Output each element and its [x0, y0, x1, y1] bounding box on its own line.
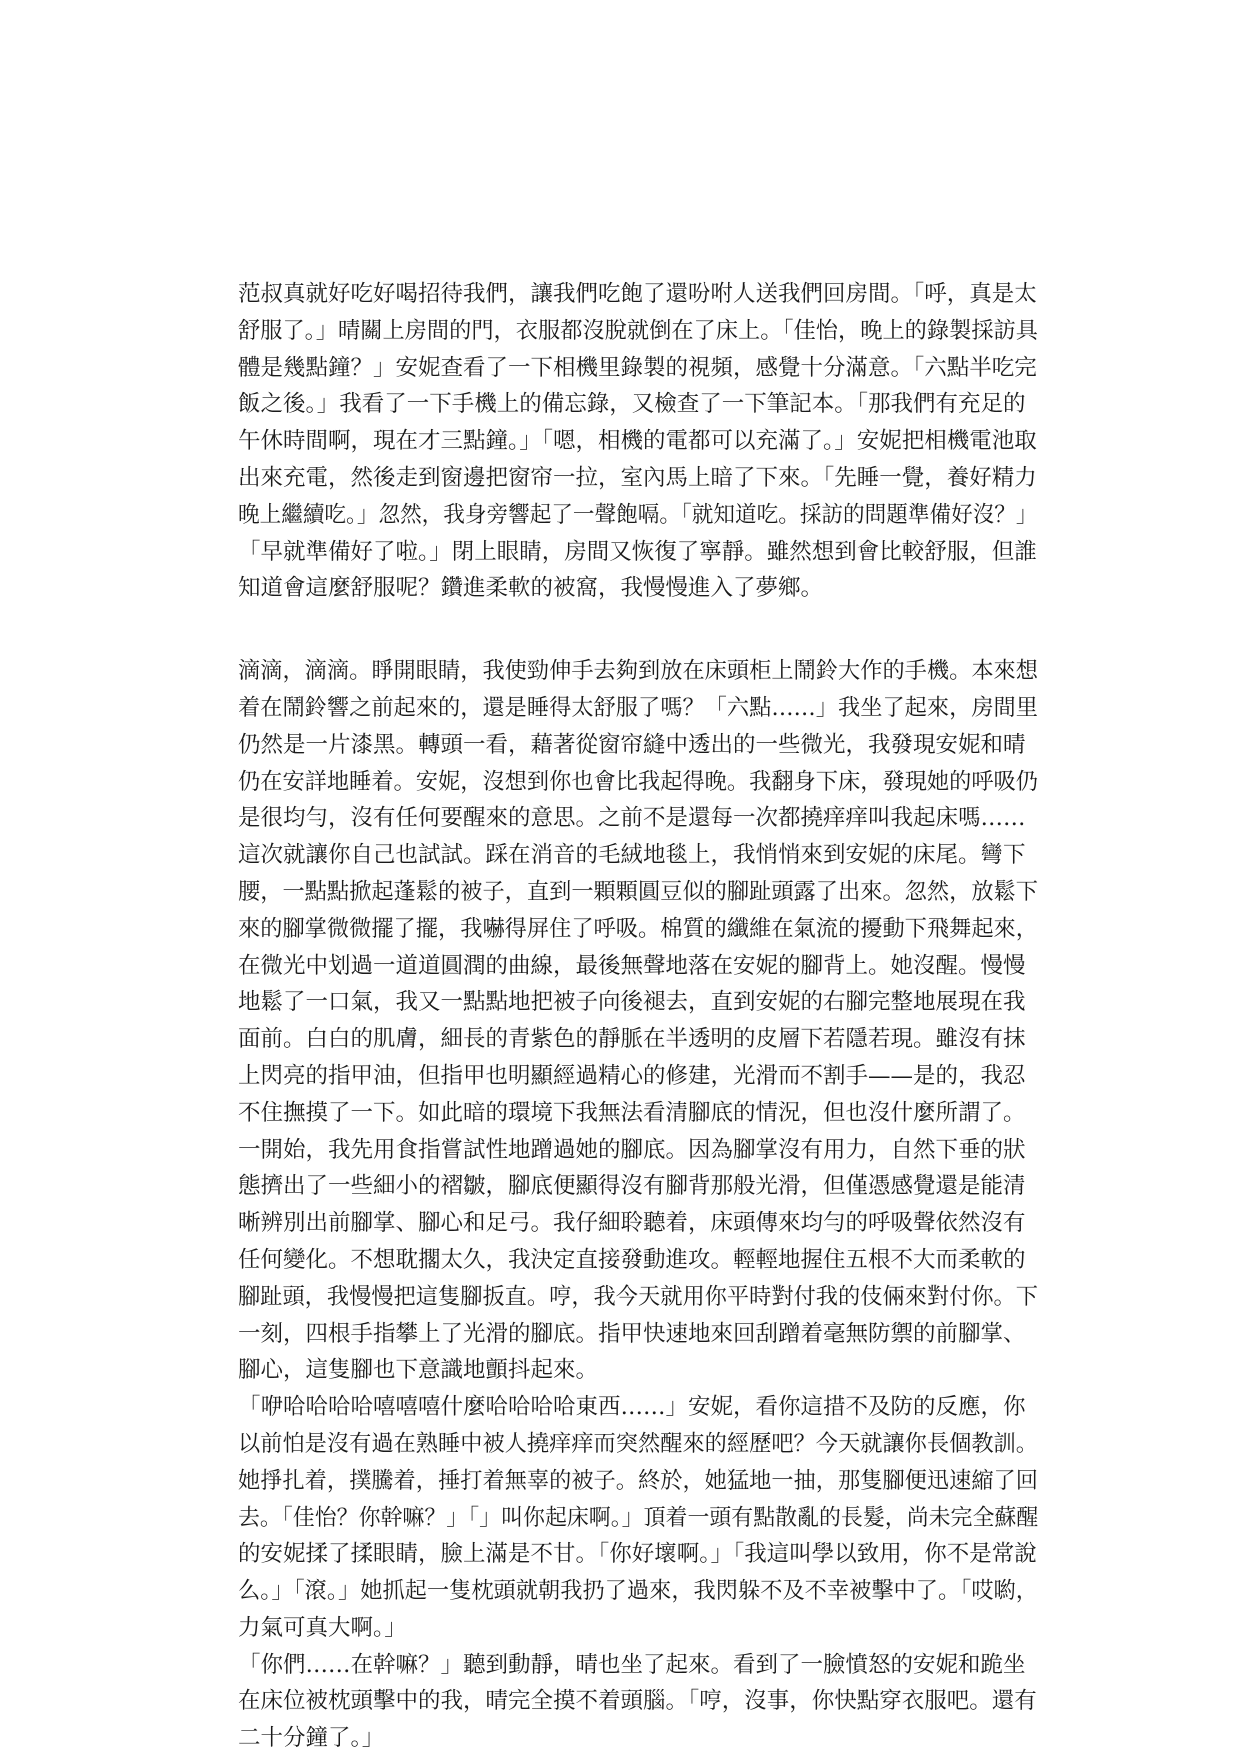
text-line: 一刻，四根手指攀上了光滑的腳底。指甲快速地來回刮蹭着毫無防禦的前腳掌、: [238, 1320, 1026, 1347]
text-line: 飯之後。」我看了一下手機上的備忘錄，又檢查了一下筆記本。「那我們有充足的: [238, 391, 1026, 418]
text-line: 的安妮揉了揉眼睛，臉上滿是不甘。「你好壞啊。」「我這叫學以致用，你不是常說: [238, 1541, 1037, 1568]
text-line: 在床位被枕頭擊中的我，晴完全摸不着頭腦。「哼，沒事，你快點穿衣服吧。還有: [238, 1688, 1037, 1715]
text-line: 她掙扎着，撲騰着，捶打着無辜的被子。終於，她猛地一抽，那隻腳便迅速縮了回: [238, 1467, 1039, 1494]
text-line: 是很均勻，沒有任何要醒來的意思。之前不是還每一次都撓痒痒叫我起床嗎……: [238, 805, 1026, 832]
text-line: 地鬆了一口氣，我又一點點地把被子向後褪去，直到安妮的右腳完整地展現在我: [238, 989, 1026, 1016]
text-line: 態擠出了一些細小的褶皺，腳底便顯得沒有腳背那般光滑，但僅憑感覺還是能清: [238, 1173, 1026, 1200]
text-line: 「咿哈哈哈哈嘻嘻嘻什麼哈哈哈哈東西……」安妮，看你這措不及防的反應，你: [238, 1394, 1026, 1421]
paragraph-2: [238, 653, 1039, 1389]
text-line: 體是幾點鐘？」安妮查看了一下相機里錄製的視頻，感覺十分滿意。「六點半吃完: [238, 354, 1037, 381]
text-line: 來的腳掌微微擺了擺，我嚇得屏住了呼吸。棉質的纖維在氣流的擾動下飛舞起來，: [238, 915, 1039, 942]
paragraph-3: [238, 1389, 1039, 1647]
document-body: [238, 276, 1039, 1757]
text-line: 知道會這麼舒服呢？鑽進柔軟的被窩，我慢慢進入了夢鄉。: [238, 575, 824, 602]
text-line: 去。「佳怡？你幹嘛？」「」叫你起床啊。」頂着一頭有點散亂的長髮，尚未完全蘇醒: [238, 1504, 1039, 1531]
text-line: 么。」「滾。」她抓起一隻枕頭就朝我扔了過來，我閃躲不及不幸被擊中了。「哎喲，: [238, 1578, 1039, 1605]
text-line: 晚上繼續吃。」忽然，我身旁響起了一聲飽嗝。「就知道吃。採訪的問題準備好沒？」: [238, 501, 1038, 528]
paragraph-1: [238, 276, 1039, 607]
text-line: 任何變化。不想耽擱太久，我決定直接發動進攻。輕輕地握住五根不大而柔軟的: [238, 1246, 1026, 1273]
text-line: 着在鬧鈴響之前起來的，還是睡得太舒服了嗎？「六點……」我坐了起來，房間里: [238, 694, 1039, 721]
text-line: 「早就準備好了啦。」閉上眼睛，房間又恢復了寧靜。雖然想到會比較舒服，但誰: [238, 538, 1037, 565]
text-line: 二十分鐘了。」: [238, 1725, 385, 1752]
text-line: 一開始，我先用食指嘗試性地蹭過她的腳底。因為腳掌沒有用力，自然下垂的狀: [238, 1136, 1026, 1163]
text-line: 腳心，這隻腳也下意識地顫抖起來。: [238, 1357, 599, 1384]
text-line: 滴滴，滴滴。睜開眼睛，我使勁伸手去夠到放在床頭柜上鬧鈴大作的手機。本來想: [238, 658, 1039, 685]
text-line: 腳趾頭，我慢慢把這隻腳扳直。哼，我今天就用你平時對付我的伎倆來對付你。下: [238, 1283, 1039, 1310]
text-line: 面前。白白的肌膚，細長的青紫色的靜脈在半透明的皮層下若隱若現。雖沒有抹: [238, 1026, 1026, 1053]
text-line: 出來充電，然後走到窗邊把窗帘一拉，室內馬上暗了下來。「先睡一覺，養好精力: [238, 464, 1037, 491]
text-line: 這次就讓你自己也試試。踩在消音的毛絨地毯上，我悄悄來到安妮的床尾。彎下: [238, 842, 1026, 869]
text-line: 仍然是一片漆黑。轉頭一看，藉著從窗帘縫中透出的一些微光，我發現安妮和晴: [238, 731, 1026, 758]
text-line: 腰，一點點掀起蓬鬆的被子，直到一顆顆圓豆似的腳趾頭露了出來。忽然，放鬆下: [238, 878, 1039, 905]
text-line: 舒服了。」晴關上房間的門，衣服都沒脫就倒在了床上。「佳怡，晚上的錄製採訪具: [238, 317, 1039, 344]
text-line: 在微光中划過一道道圓潤的曲線，最後無聲地落在安妮的腳背上。她沒醒。慢慢: [238, 952, 1026, 979]
text-line: 力氣可真大啊。」: [238, 1614, 407, 1641]
text-line: 仍在安詳地睡着。安妮，沒想到你也會比我起得晚。我翻身下床，發現她的呼吸仍: [238, 768, 1039, 795]
text-line: 晰辨別出前腳掌、腳心和足弓。我仔細聆聽着，床頭傳來均勻的呼吸聲依然沒有: [238, 1210, 1026, 1237]
text-line: 不住撫摸了一下。如此暗的環境下我無法看清腳底的情況，但也沒什麼所謂了。: [238, 1099, 1026, 1126]
text-line: 午休時間啊，現在才三點鐘。」「嗯，相機的電都可以充滿了。」安妮把相機電池取: [238, 428, 1037, 455]
text-line: 上閃亮的指甲油，但指甲也明顯經過精心的修建，光滑而不割手——是的，我忍: [238, 1062, 1026, 1089]
paragraph-4: [238, 1647, 1037, 1757]
text-line: 「你們……在幹嘛？」聽到動靜，晴也坐了起來。看到了一臉憤怒的安妮和跪坐: [238, 1651, 1026, 1678]
text-line: 范叔真就好吃好喝招待我們，讓我們吃飽了還吩咐人送我們回房間。「呼，真是太: [238, 281, 1037, 307]
text-line: 以前怕是沒有過在熟睡中被人撓痒痒而突然醒來的經歷吧？今天就讓你長個教訓。: [238, 1430, 1039, 1457]
